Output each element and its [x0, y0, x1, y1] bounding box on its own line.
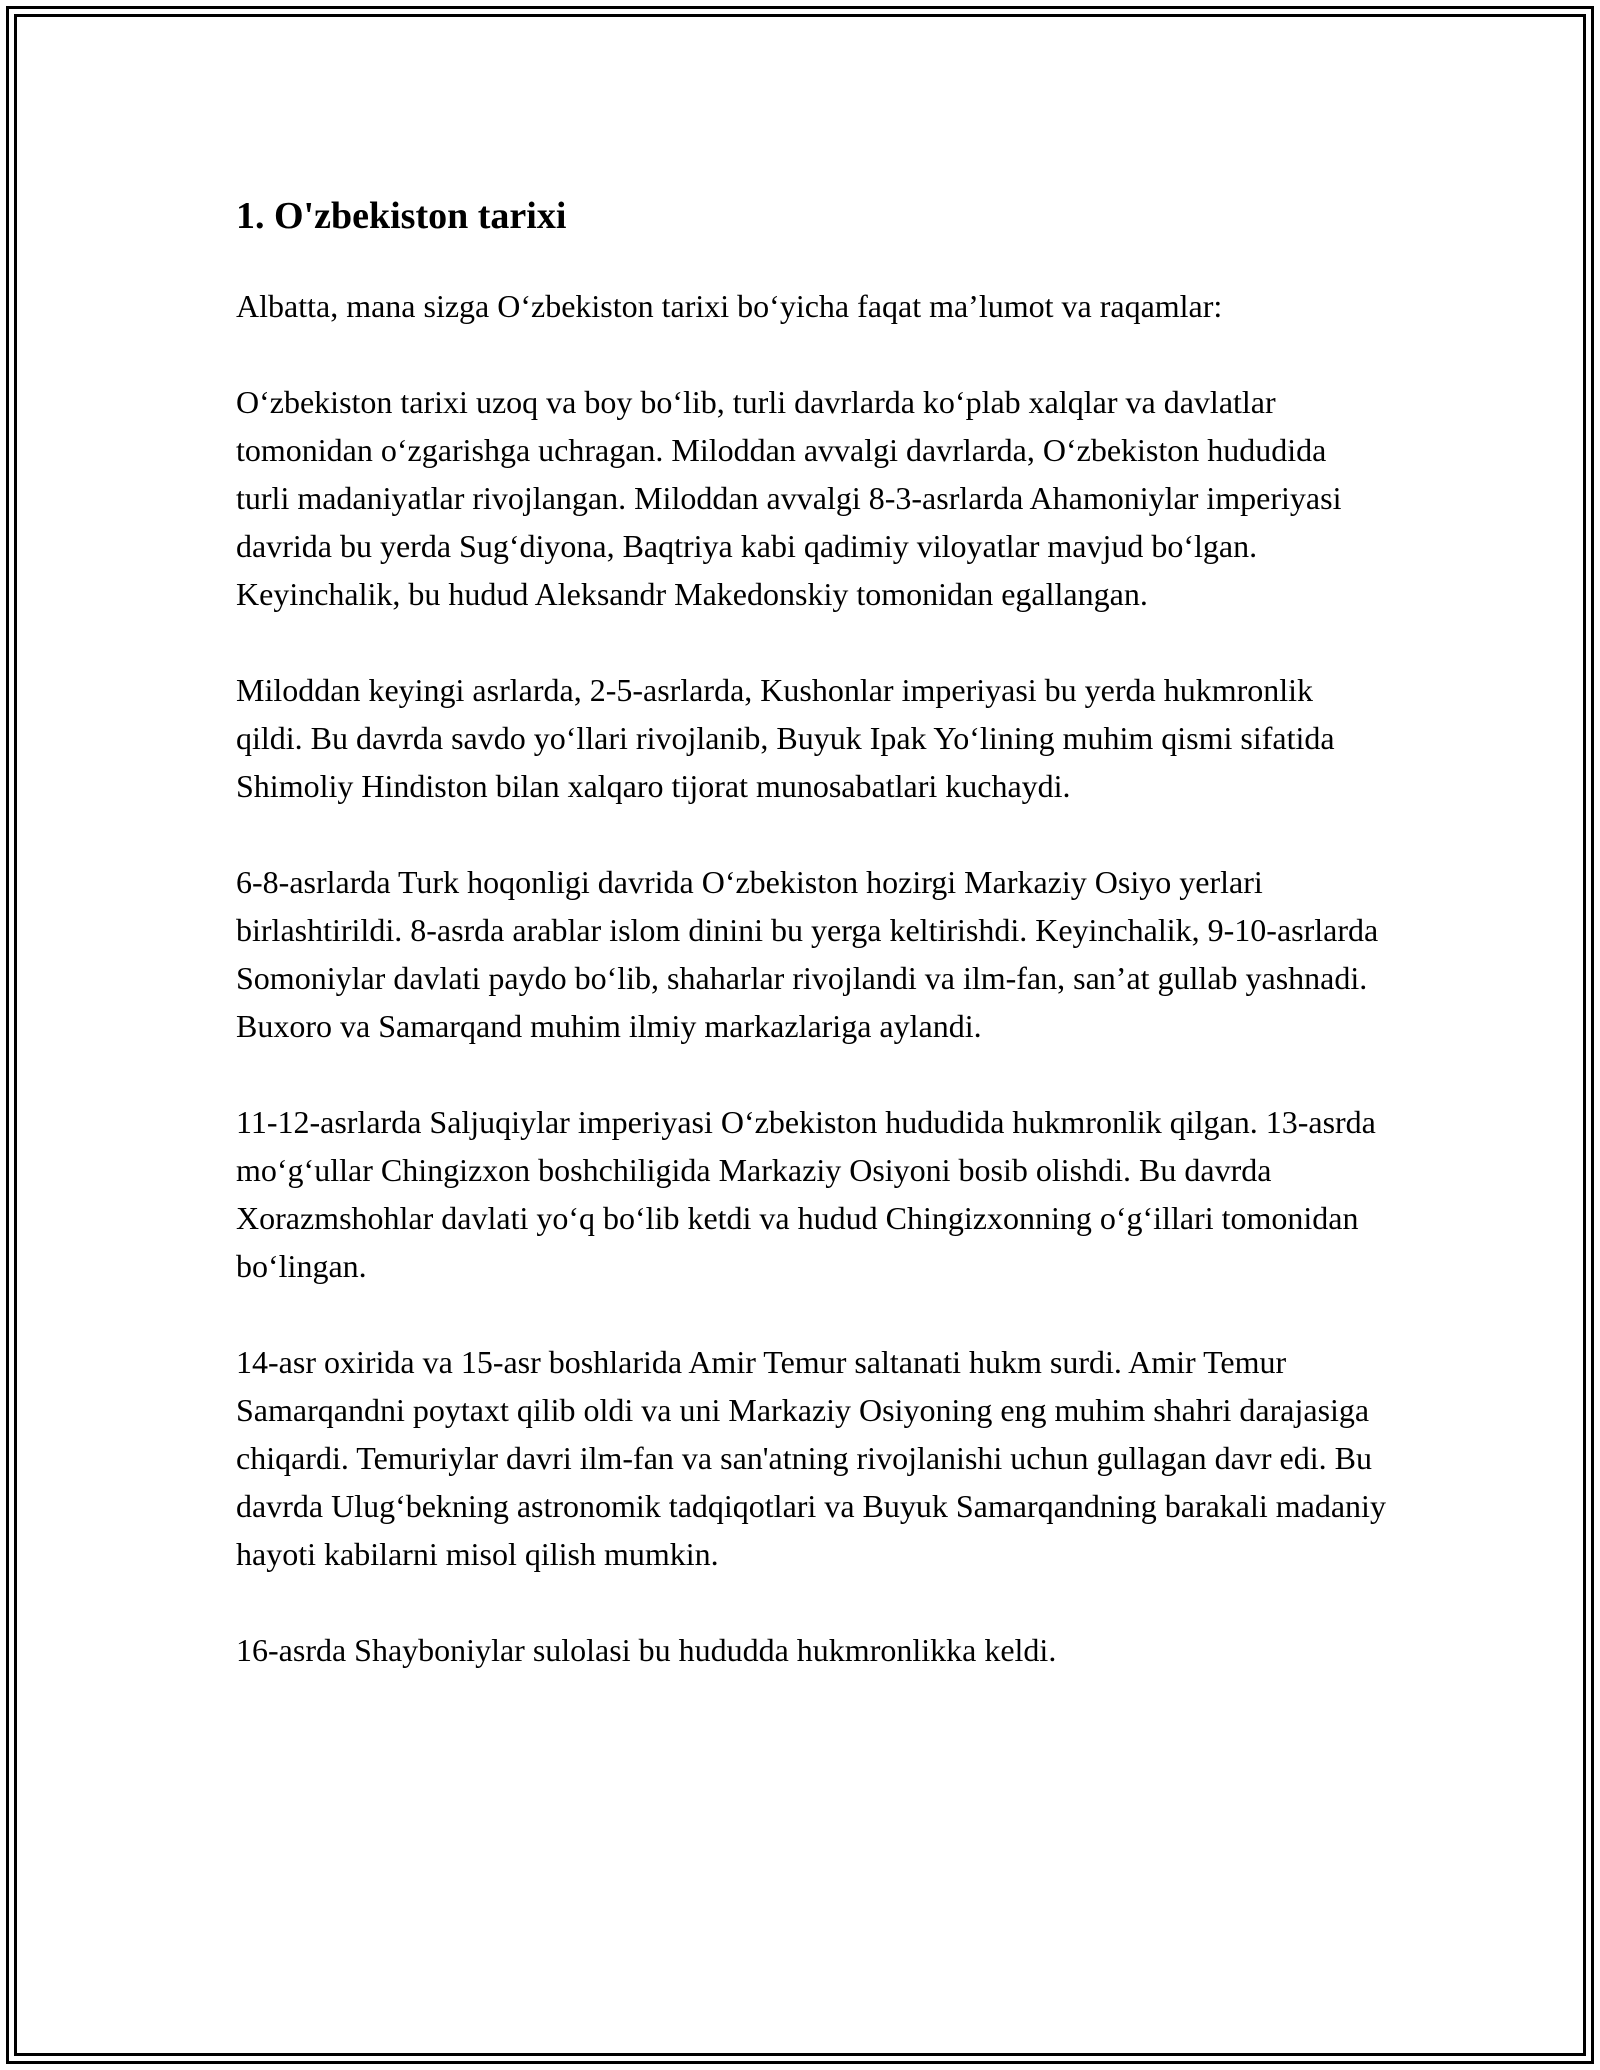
paragraph-ancient-period: O‘zbekiston tarixi uzoq va boy bo‘lib, turli davrlarda ko‘plab xalqlar va davlatlar tomonidan o‘zgarishga uchragan. Miloddan avvalgi davrlarda, O‘zbekiston hududida turli madaniyatlar rivojlangan. Miloddan avvalgi 8-3-asrlarda Ahamoniylar imperiyasi davrida bu yerda Sug‘diyona, Baqtriya kabi qadimiy viloyatlar mavjud bo‘lgan. Keyinchalik, bu hudud Aleksandr Makedonskiy tomonidan egallangan.: [236, 384, 1342, 612]
paragraph-kushan-period: Miloddan keyingi asrlarda, 2-5-asrlarda, Kushonlar imperiyasi bu yerda hukmronlik qildi. Bu davrda savdo yo‘llari rivojlanib, Buyuk Ipak Yo‘lining muhim qismi sifatida Shimoliy Hindiston bilan xalqaro tijorat munosabatlari kuchaydi.: [236, 672, 1335, 804]
paragraph-turk-khaganate: 6-8-asrlarda Turk hoqonligi davrida O‘zbekiston hozirgi Markaziy Osiyo yerlari birlashtirildi. 8-asrda arablar islom dinini bu yerga keltirishdi. Keyinchalik, 9-10-asrlarda Somoniylar davlati paydo bo‘lib, shaharlar rivojlandi va ilm-fan, san’at gullab yashnadi. Buxoro va Samarqand muhim ilmiy markazlariga aylandi.: [236, 864, 1379, 1044]
document-title: 1. O'zbekiston tarixi: [236, 195, 567, 237]
paragraph-seljuk-mongol: 11-12-asrlarda Saljuqiylar imperiyasi O‘zbekiston hududida hukmronlik qilgan. 13-asrda mo‘g‘ullar Chingizxon boshchiligida Markaziy Osiyoni bosib olishdi. Bu davrda Xorazmshohlar davlati yo‘q bo‘lib ketdi va hudud Chingizxonning o‘g‘illari tomonidan bo‘lingan.: [236, 1104, 1376, 1284]
document-body: [236, 186, 1386, 1722]
paragraph-intro: Albatta, mana sizga O‘zbekiston tarixi bo‘yicha faqat ma’lumot va raqamlar:: [236, 288, 1223, 324]
paragraph-shaybanid-dynasty: 16-asrda Shayboniylar sulolasi bu hududda hukmronlikka keldi.: [236, 1632, 1057, 1668]
paragraph-timurid-era: 14-asr oxirida va 15-asr boshlarida Amir Temur saltanati hukm surdi. Amir Temur Samarqandni poytaxt qilib oldi va uni Markaziy Osiyoning eng muhim shahri darajasiga chiqardi. Temuriylar davri ilm-fan va san'atning rivojlanishi uchun gullagan davr edi. Bu davrda Ulug‘bekning astronomik tadqiqotlari va Buyuk Samarqandning barakali madaniy hayoti kabilarni misol qilish mumkin.: [236, 1344, 1386, 1572]
